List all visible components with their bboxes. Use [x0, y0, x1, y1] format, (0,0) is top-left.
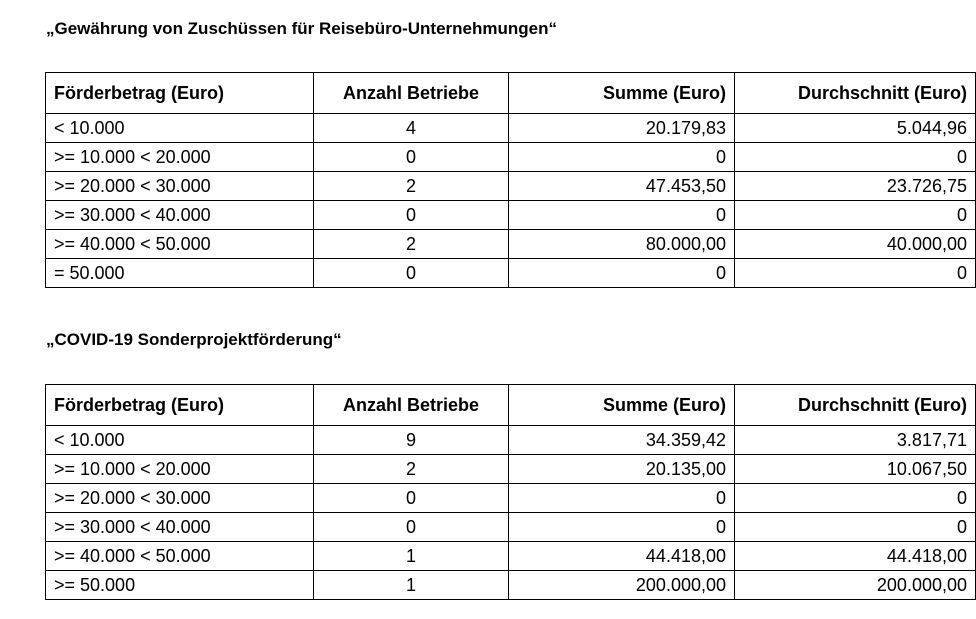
- table-row: [46, 114, 976, 143]
- cell-durchschnitt: 44.418,00: [735, 542, 976, 571]
- cell-foerderbetrag: < 10.000: [46, 426, 314, 455]
- cell-summe: 0: [509, 259, 735, 288]
- cell-durchschnitt: 0: [735, 484, 976, 513]
- header-anzahl-betriebe: Anzahl Betriebe: [314, 385, 509, 426]
- cell-durchschnitt: 200.000,00: [735, 571, 976, 600]
- table-row: [46, 259, 976, 288]
- cell-summe: 0: [509, 143, 735, 172]
- table-row: [46, 513, 976, 542]
- table-row: [46, 542, 976, 571]
- table-row: [46, 455, 976, 484]
- cell-anzahl: 0: [314, 259, 509, 288]
- header-durchschnitt: Durchschnitt (Euro): [735, 385, 976, 426]
- cell-summe: 0: [509, 513, 735, 542]
- cell-durchschnitt: 0: [735, 201, 976, 230]
- header-durchschnitt: Durchschnitt (Euro): [735, 73, 976, 114]
- table-row: [46, 143, 976, 172]
- cell-durchschnitt: 10.067,50: [735, 455, 976, 484]
- cell-summe: 44.418,00: [509, 542, 735, 571]
- cell-foerderbetrag: >= 20.000 < 30.000: [46, 484, 314, 513]
- table-2-title: „COVID-19 Sonderprojektförderung“: [46, 330, 342, 349]
- cell-summe: 20.135,00: [509, 455, 735, 484]
- table-row: [46, 426, 976, 455]
- cell-foerderbetrag: >= 30.000 < 40.000: [46, 513, 314, 542]
- cell-summe: 200.000,00: [509, 571, 735, 600]
- cell-foerderbetrag: >= 10.000 < 20.000: [46, 455, 314, 484]
- cell-anzahl: 0: [314, 484, 509, 513]
- table-covid-sonderprojekt: [45, 384, 976, 600]
- cell-anzahl: 2: [314, 172, 509, 201]
- table-row: [46, 172, 976, 201]
- cell-anzahl: 4: [314, 114, 509, 143]
- cell-anzahl: 1: [314, 571, 509, 600]
- cell-durchschnitt: 3.817,71: [735, 426, 976, 455]
- header-anzahl-betriebe: Anzahl Betriebe: [314, 73, 509, 114]
- table-reisebuero-zuschuesse: [45, 72, 976, 288]
- table-row: [46, 230, 976, 259]
- table-1-title: „Gewährung von Zuschüssen für Reisebüro-Unternehmungen“: [46, 19, 557, 38]
- cell-foerderbetrag: >= 50.000: [46, 571, 314, 600]
- cell-summe: 34.359,42: [509, 426, 735, 455]
- cell-foerderbetrag: = 50.000: [46, 259, 314, 288]
- cell-anzahl: 2: [314, 455, 509, 484]
- cell-foerderbetrag: >= 10.000 < 20.000: [46, 143, 314, 172]
- cell-foerderbetrag: < 10.000: [46, 114, 314, 143]
- cell-summe: 0: [509, 484, 735, 513]
- cell-foerderbetrag: >= 40.000 < 50.000: [46, 230, 314, 259]
- cell-durchschnitt: 23.726,75: [735, 172, 976, 201]
- cell-summe: 20.179,83: [509, 114, 735, 143]
- header-foerderbetrag: Förderbetrag (Euro): [46, 73, 314, 114]
- cell-anzahl: 2: [314, 230, 509, 259]
- header-foerderbetrag: Förderbetrag (Euro): [46, 385, 314, 426]
- header-summe: Summe (Euro): [509, 73, 735, 114]
- cell-durchschnitt: 5.044,96: [735, 114, 976, 143]
- cell-anzahl: 0: [314, 201, 509, 230]
- cell-summe: 0: [509, 201, 735, 230]
- header-summe: Summe (Euro): [509, 385, 735, 426]
- cell-foerderbetrag: >= 30.000 < 40.000: [46, 201, 314, 230]
- cell-anzahl: 1: [314, 542, 509, 571]
- cell-foerderbetrag: >= 20.000 < 30.000: [46, 172, 314, 201]
- cell-anzahl: 9: [314, 426, 509, 455]
- table-header-row: [46, 73, 976, 114]
- table-row: [46, 201, 976, 230]
- table-row: [46, 484, 976, 513]
- cell-durchschnitt: 0: [735, 513, 976, 542]
- cell-durchschnitt: 0: [735, 143, 976, 172]
- cell-durchschnitt: 0: [735, 259, 976, 288]
- cell-durchschnitt: 40.000,00: [735, 230, 976, 259]
- cell-summe: 80.000,00: [509, 230, 735, 259]
- table-row: [46, 571, 976, 600]
- cell-anzahl: 0: [314, 513, 509, 542]
- cell-foerderbetrag: >= 40.000 < 50.000: [46, 542, 314, 571]
- table-header-row: [46, 385, 976, 426]
- cell-anzahl: 0: [314, 143, 509, 172]
- cell-summe: 47.453,50: [509, 172, 735, 201]
